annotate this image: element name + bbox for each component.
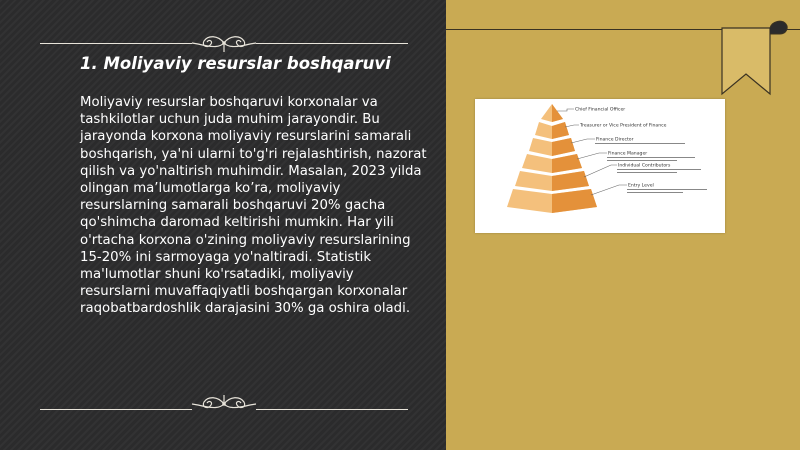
slide-title: 1. Moliyaviy resurslar boshqaruvi [80,54,391,73]
pyramid-label-1: Chief Financial Officer [575,107,626,113]
bottom-rule-right [256,409,408,410]
top-rule-right [256,43,408,44]
slide-body: Moliyaviy resurslar boshqaruvi korxonalar va tashkilotlar uchun juda muhim jarayondir. Bu jarayonda korxona moliyaviy resurslarini samarali boshqarish, ya'ni ularni to'g'ri rejalashtirish, nazorat qilish va yo'naltirish muhimdir. Masalan, 2023 yilda olingan ma’lumotlarga ko’ra, moliyaviy resurslarning samarali boshqaruvi 20% gacha qo'shimcha daromad keltirishi mumkin. Har yili o'rtacha korxona o'zining moliyaviy resurslarining 15-20% ini sarmoyaga yo'naltiradi. Statistik ma'lumotlar shuni ko'rsatadiki, moliyaviy resurslarni muvaffaqiyatli boshqargan korxonalar raqobatbardoshlik darajasini 30% ga oshira oladi. [80,95,427,317]
pyramid-card [475,99,725,233]
pyramid-label-2: Treasurer or Vice President of Finance [580,123,667,129]
bottom-rule-left [40,409,192,410]
top-flourish-icon [190,33,258,53]
pyramid-label-6: Entry Level [628,183,654,189]
bottom-flourish-icon [190,394,258,414]
pyramid-label-4: Finance Manager [608,151,648,157]
bookmark-ribbon-icon [718,18,792,98]
top-rule-left [40,43,192,44]
pyramid-diagram [475,99,725,233]
pyramid-label-3: Finance Director [596,137,634,143]
pyramid-label-5: Individual Contributors [618,163,671,169]
